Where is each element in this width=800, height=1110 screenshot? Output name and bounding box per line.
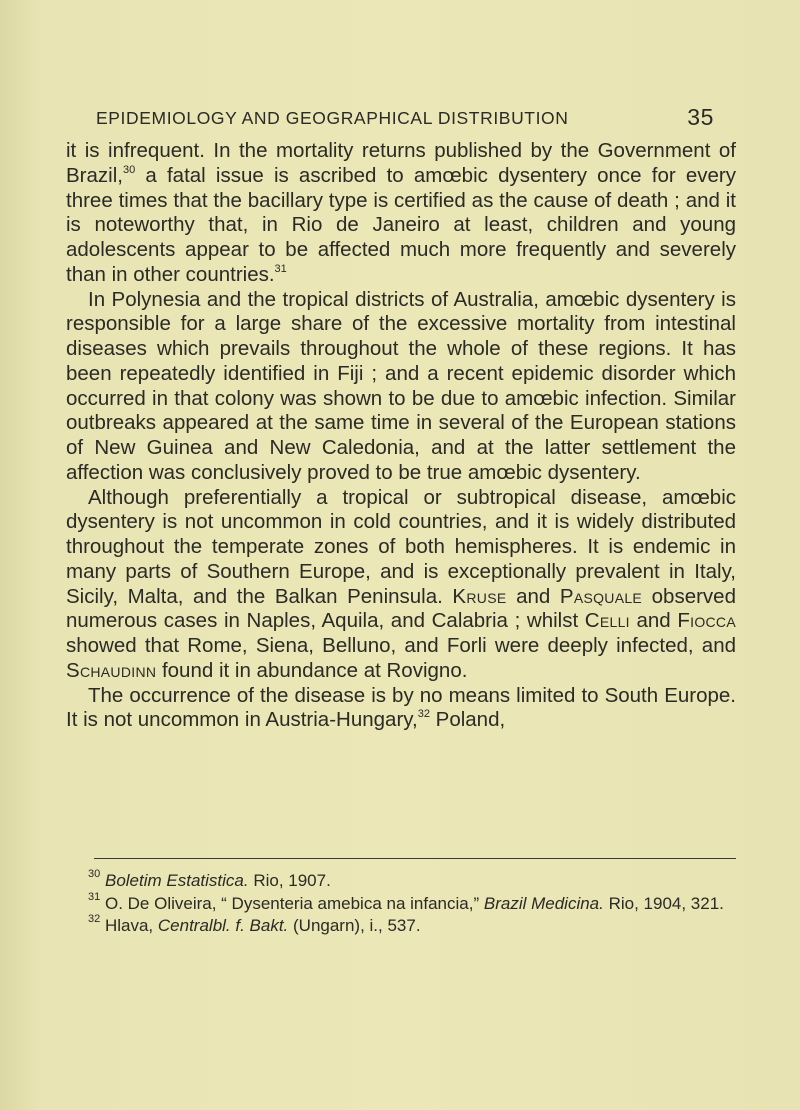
running-title: EPIDEMIOLOGY AND GEOGRAPHICAL DISTRIBUTION xyxy=(96,108,569,128)
page-number: 35 xyxy=(687,104,714,130)
author-name: Pasquale xyxy=(559,584,643,608)
footnotes xyxy=(66,870,736,938)
text-run: The occurrence of the disease is by no means limited to South Europe. It is not uncommon in Austria-Hungary, xyxy=(66,683,736,732)
footnote-ref-30[interactable]: 30 xyxy=(122,163,136,176)
citation-author: O. De Oliveira, “ Dysenteria amebica na infancia,” xyxy=(100,893,484,913)
text-run: and xyxy=(629,609,678,633)
citation-title: Brazil Medicina. xyxy=(483,893,604,913)
footnote-mark: 31 xyxy=(88,890,101,903)
text-run: Poland, xyxy=(429,708,506,732)
footnote-ref-32[interactable]: 32 xyxy=(417,708,430,721)
footnote-31 xyxy=(66,890,736,916)
paragraph-4 xyxy=(66,684,736,734)
body-text xyxy=(66,139,736,733)
footnote-ref-31[interactable]: 31 xyxy=(274,262,287,275)
author-name: Schaudinn xyxy=(66,658,157,682)
citation-detail: (Ungarn), i., 537. xyxy=(288,916,421,935)
author-name: Fiocca xyxy=(677,609,736,633)
footnote-mark: 30 xyxy=(88,868,101,880)
text-run: a fatal issue is ascribed to amœbic dysentery once for every three times that the bacillary type is certified as the cause of death ; and it is noteworthy that, in Rio de Janeiro at least, children and young adolescents appear to be affected much more frequently and severely than in other countries. xyxy=(66,163,736,286)
text-run: and xyxy=(506,584,560,608)
footnote-32 xyxy=(66,915,736,938)
paragraph-2: In Polynesia and the tropical districts of Australia, amœbic dysentery is responsible for a large share of the excessive mortality from intestinal diseases which prevails throughout the whole of these regions. It has been repeatedly identified in Fiji ; and a recent epidemic disorder which occurred in that colony was shown to be due to amœbic infection. Similar outbreaks appeared at the same time in several of the European stations of New Guinea and New Caledonia, and at the latter settlement the affection was conclusively proved to be true amœbic dysentery. xyxy=(66,287,736,484)
footnote-mark: 32 xyxy=(88,913,101,925)
author-name: Kruse xyxy=(452,584,507,608)
citation-author: Hlava, xyxy=(100,916,158,935)
author-name: Celli xyxy=(584,609,630,633)
text-run: Although preferentially a tropical or subtropical disease, amœbic dysentery is not uncommon in cold countries, and it is widely distributed throughout the temperate zones of both hemispheres. It is endemic in many parts of Southern Europe, and is exceptionally prevalent in Italy, Sicily, Malta, and the Balkan Peninsula. xyxy=(66,485,736,608)
text-run: showed that Rome, Siena, Belluno, and Forli were deeply infected, and xyxy=(66,634,736,657)
citation-title: Centralbl. f. Bakt. xyxy=(157,916,289,935)
text-run: observed numerous cases in Naples, Aquila, and Calabria ; whilst xyxy=(66,584,736,633)
citation-detail: Rio, 1904, 321. xyxy=(603,893,724,913)
footnote-divider xyxy=(94,858,736,859)
text-run: found it in abundance at Rovigno. xyxy=(156,658,468,682)
paragraph-1 xyxy=(66,139,736,288)
citation-title: Boletim Estatistica. xyxy=(104,871,249,890)
text-run: it is infrequent. In the mortality returns published by the Government of Brazil, xyxy=(66,139,736,187)
citation-detail: Rio, 1907. xyxy=(248,871,331,890)
footnote-30 xyxy=(66,870,736,893)
paragraph-3 xyxy=(66,486,736,684)
